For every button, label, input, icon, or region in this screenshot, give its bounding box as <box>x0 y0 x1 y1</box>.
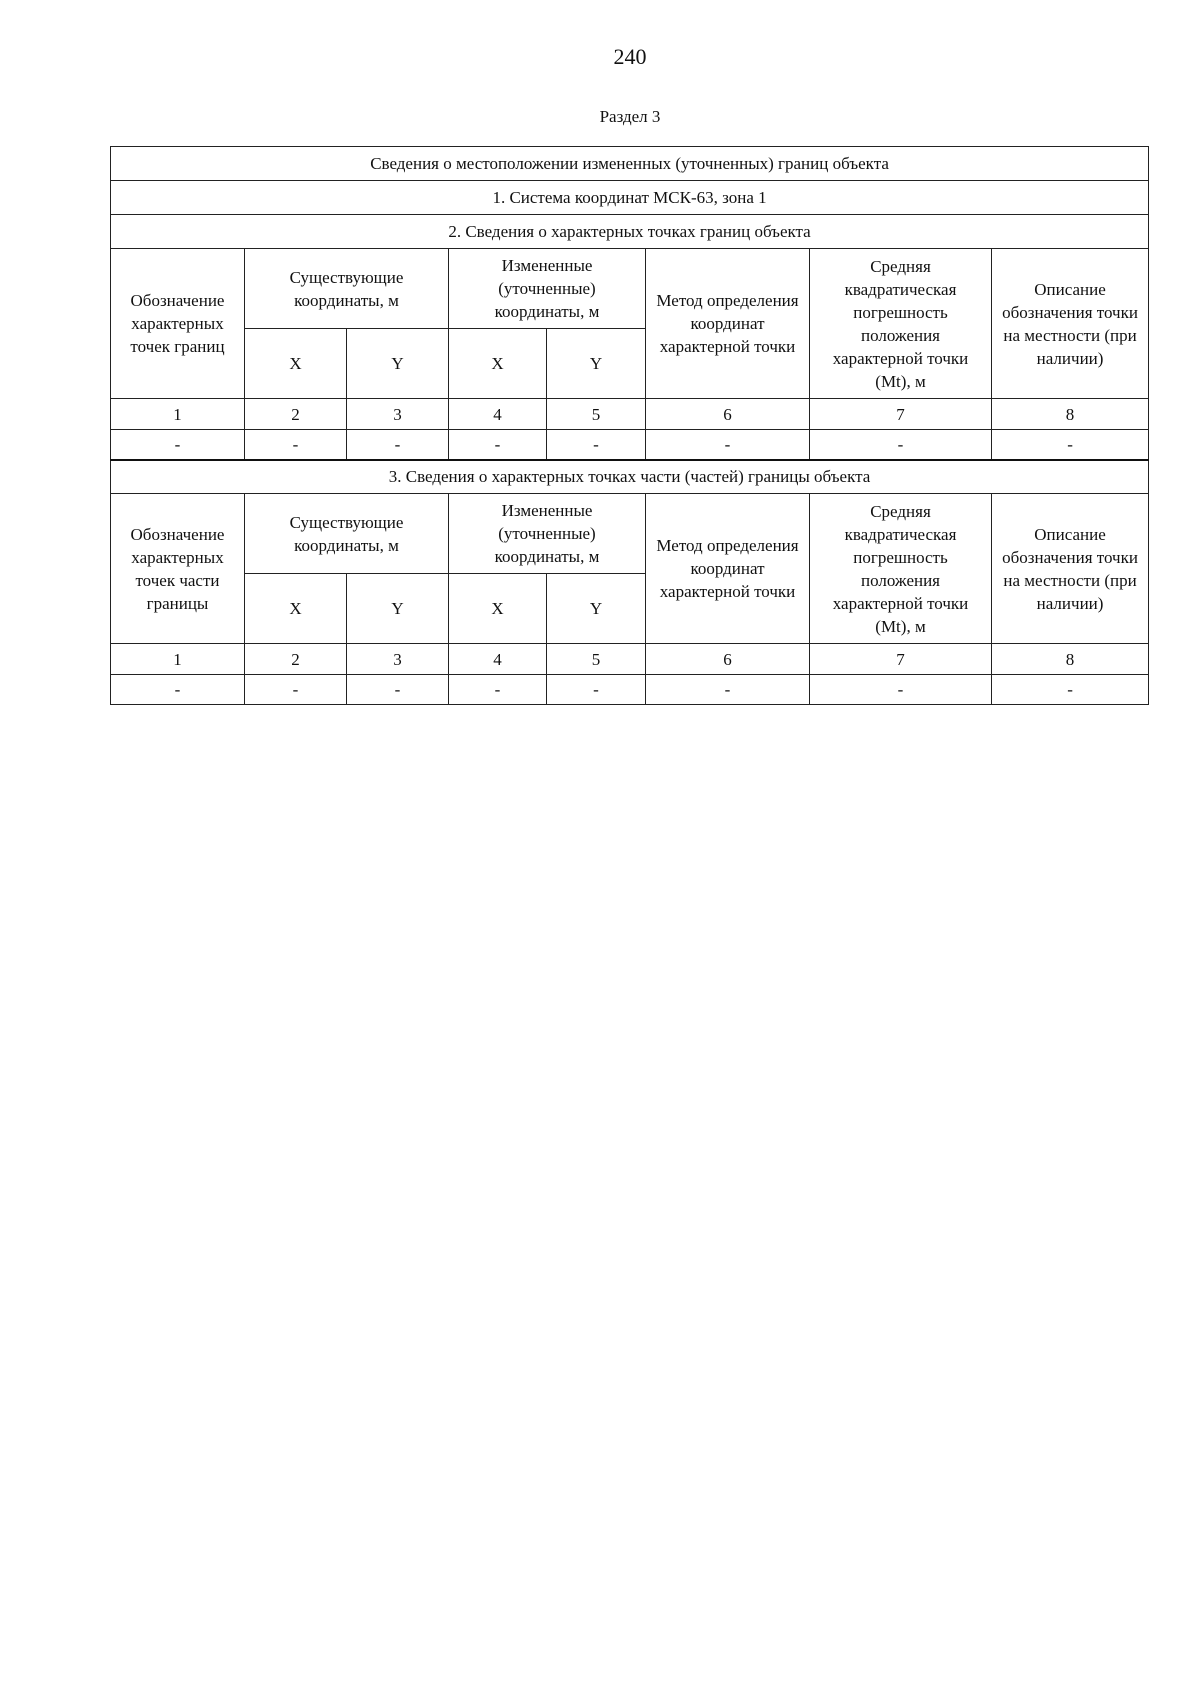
block1-heading: 2. Сведения о характерных точках границ объекта <box>111 215 1149 249</box>
column-number: 6 <box>646 644 810 675</box>
column-number: 7 <box>810 399 992 430</box>
column-number: 2 <box>245 399 347 430</box>
header-changed-coords: Измененные (уточненные) координаты, м <box>449 249 646 329</box>
table-row <box>111 675 1149 705</box>
header-existing-coords: Существующие координаты, м <box>245 249 449 329</box>
column-number: 4 <box>449 644 547 675</box>
column-number: 3 <box>347 399 449 430</box>
header-method: Метод определения координат характерной точки <box>646 494 810 644</box>
table-cell: - <box>547 430 646 460</box>
header-changed-x: X <box>449 574 547 644</box>
header-description: Описание обозначения точки на местности (при наличии) <box>992 249 1149 399</box>
header-existing-y: Y <box>347 574 449 644</box>
column-number: 6 <box>646 399 810 430</box>
column-number: 7 <box>810 644 992 675</box>
block2-heading: 3. Сведения о характерных точках части (частей) границы объекта <box>111 460 1149 494</box>
column-number-row <box>111 644 1149 675</box>
table-cell: - <box>810 430 992 460</box>
header-existing-x: X <box>245 329 347 399</box>
column-number: 5 <box>547 399 646 430</box>
header-changed-x: X <box>449 329 547 399</box>
table-title: Сведения о местоположении измененных (уточненных) границ объекта <box>111 147 1149 181</box>
column-number: 4 <box>449 399 547 430</box>
table-cell: - <box>111 675 245 705</box>
table-cell: - <box>992 675 1149 705</box>
table-cell: - <box>810 675 992 705</box>
table-cell: - <box>347 430 449 460</box>
header-changed-coords: Измененные (уточненные) координаты, м <box>449 494 646 574</box>
header-error: Средняя квадратическая погрешность положения характерной точки (Mt), м <box>810 494 992 644</box>
table-cell: - <box>646 430 810 460</box>
column-number: 1 <box>111 644 245 675</box>
table-cell: - <box>449 430 547 460</box>
column-number: 5 <box>547 644 646 675</box>
column-number: 1 <box>111 399 245 430</box>
column-number: 2 <box>245 644 347 675</box>
column-number: 3 <box>347 644 449 675</box>
table-cell: - <box>111 430 245 460</box>
header-designation: Обозначение характерных точек части границы <box>111 494 245 644</box>
header-changed-y: Y <box>547 574 646 644</box>
table-cell: - <box>547 675 646 705</box>
section-label: Раздел 3 <box>599 107 661 126</box>
header-existing-x: X <box>245 574 347 644</box>
page-number: 240 <box>613 44 647 69</box>
header-changed-y: Y <box>547 329 646 399</box>
table-cell: - <box>449 675 547 705</box>
header-method: Метод определения координат характерной точки <box>646 249 810 399</box>
coordinate-system: 1. Система координат МСК-63, зона 1 <box>111 181 1149 215</box>
header-existing-coords: Существующие координаты, м <box>245 494 449 574</box>
table-cell: - <box>245 675 347 705</box>
column-number: 8 <box>992 644 1149 675</box>
table-cell: - <box>646 675 810 705</box>
header-designation: Обозначение характерных точек границ <box>111 249 245 399</box>
table-cell: - <box>347 675 449 705</box>
header-description: Описание обозначения точки на местности (при наличии) <box>992 494 1149 644</box>
table-cell: - <box>245 430 347 460</box>
column-number: 8 <box>992 399 1149 430</box>
column-number-row <box>111 399 1149 430</box>
table-cell: - <box>992 430 1149 460</box>
header-existing-y: Y <box>347 329 449 399</box>
table-row <box>111 430 1149 460</box>
boundary-points-table <box>110 146 1149 705</box>
header-error: Средняя квадратическая погрешность положения характерной точки (Mt), м <box>810 249 992 399</box>
